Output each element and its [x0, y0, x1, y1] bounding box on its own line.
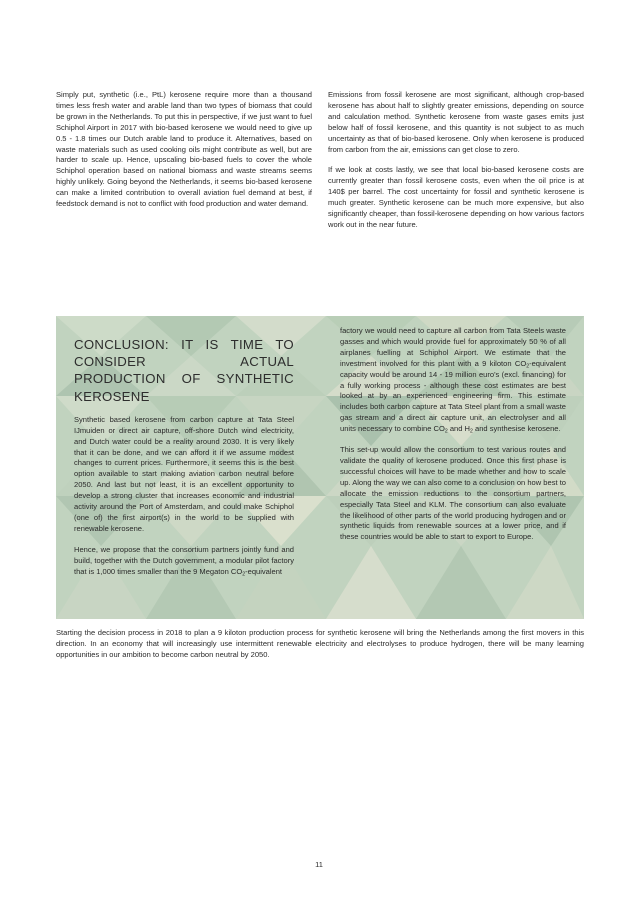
top-right-paragraph-1: Emissions from fossil kerosene are most significant, although crop-based kerosene has about half to slightly greater emissions, depending on source and calculation method. Synthetic kerosene from waste gases emits just below half of fossil kerosene, and this quantity is not subject to as much uncertainty as that of bio-based kerosene. Only when kerosene is produced from carbon from the air, emissions can get close to zero. [328, 90, 584, 154]
conclusion-left-paragraph-2 [74, 545, 294, 578]
conclusion-right-column [340, 326, 566, 553]
text-segment: Hence, we propose that the consortium partners jointly fund and build, together with the Dutch government, a modular pilot factory that is 1,000 times smaller than the 9 Megaton CO [74, 544, 294, 576]
subscript: 2 [470, 428, 473, 435]
text-segment: -equivalent [245, 566, 283, 576]
page-number: 11 [315, 860, 323, 869]
text-segment: -equivalent capacity would be around 14 - 19 million euro's (excl. financing) for a fully working process - although these cost estimates are best looked at by an experienced engineering firm. This estimate includes both carbon capture at Tata Steel plant from a small waste gas stream and a direct air capture unit, an electrolyser and all units necessary to combine CO [340, 358, 566, 434]
conclusion-right-paragraph-1 [340, 326, 566, 435]
text-segment: and synthesise kerosene. [472, 424, 561, 434]
conclusion-left-column [74, 336, 294, 588]
top-right-paragraph-2: If we look at costs lastly, we see that local bio-based kerosene costs are currently greater than fossil kerosene costs, even when the oil price is at 140$ per barrel. The cost uncertainty for fossil and synthetic kerosene is much greater. Synthetic kerosene can be much more expensive, but also significantly cheaper, than fossil-kerosene depending on how various factors work out in the near future. [328, 165, 584, 229]
top-left-paragraph: Simply put, synthetic (i.e., PtL) kerosene require more than a thousand times less fresh water and arable land than two types of biomass that could be grown in the Netherlands. To put this in perspective, if we just want to fuel Schiphol Airport in 2017 with bio-based kerosene we would need to give up 0.5 - 1.8 times our Dutch arable land to produce it. Alternatives, based on waste materials such as used cooking oils might contribute as well, but are harder to scale up. Hence, upscaling bio-based fuels to cover the whole Schiphol operation based on national biomass and waste streams seems highly unlikely. Going beyond the Netherlands, it seems bio-based kerosene can make a limited contribution to overall aviation fuel demand at best, if feedstock demand is not to conflict with food production and water demand. [56, 90, 312, 209]
bottom-paragraph: Starting the decision process in 2018 to plan a 9 kiloton production process for synthetic kerosene will bring the Netherlands among the first movers in this direction. In an economy that will increasingly use intermittent renewable electricity and electrolyses to produce hydrogen, there will be many learning opportunities in our ambition to become carbon neutral by 2050. [56, 628, 584, 659]
conclusion-box [56, 316, 584, 619]
conclusion-heading: CONCLUSION: IT IS TIME TO CONSIDER ACTUAL PRODUCTION OF SYNTHETIC KEROSENE [74, 337, 294, 404]
top-right-column [328, 90, 584, 241]
conclusion-left-paragraph-1: Synthetic based kerosene from carbon capture at Tata Steel IJmuiden or direct air capture, off-shore Dutch wind electricity, and Dutch water could be a reality around 2030. It is very likely that it can be done, and we can afford it if we assume modest changes to current prices. Furthermore, it seems this is the best option available to start making aviation carbon neutral before 2050. And last but not least, it is an excellent opportunity to develop a strong cluster that increases economic and industrial activity around the Port of Amsterdam, and could make Schiphol (one of) the first airport(s) in the world to be supplied with renewable kerosene. [74, 414, 294, 533]
conclusion-right-paragraph-2: This set-up would allow the consortium to test various routes and validate the quality of kerosene produced. Once this first phase is successful choices will have to be made whether and how to scale up. Along the way we can also come to a conclusion on how best to allocate the emission reductions to the consortium partners, especially Tata Steel and KLM. The consortium can also evaluate the likelihood of other parts of the world producing hydrogen and or synthetic liquids from renewable sources at a lower price, and if these countries would be able to start to export to Europe. [340, 445, 566, 542]
subscript: 2 [242, 571, 246, 578]
text-segment: and H [447, 424, 471, 434]
text-segment: factory we would need to capture all carbon from Tata Steels waste gasses and which would provide fuel for approximately 50 % of all airplanes fuelling at Schiphol Airport. We estimate that the investment involved for this plant with a 9 kiloton CO [340, 326, 566, 368]
subscript: 2 [444, 428, 448, 435]
top-left-column [56, 90, 312, 220]
subscript: 2 [526, 363, 530, 370]
bottom-paragraph-block [56, 628, 584, 661]
